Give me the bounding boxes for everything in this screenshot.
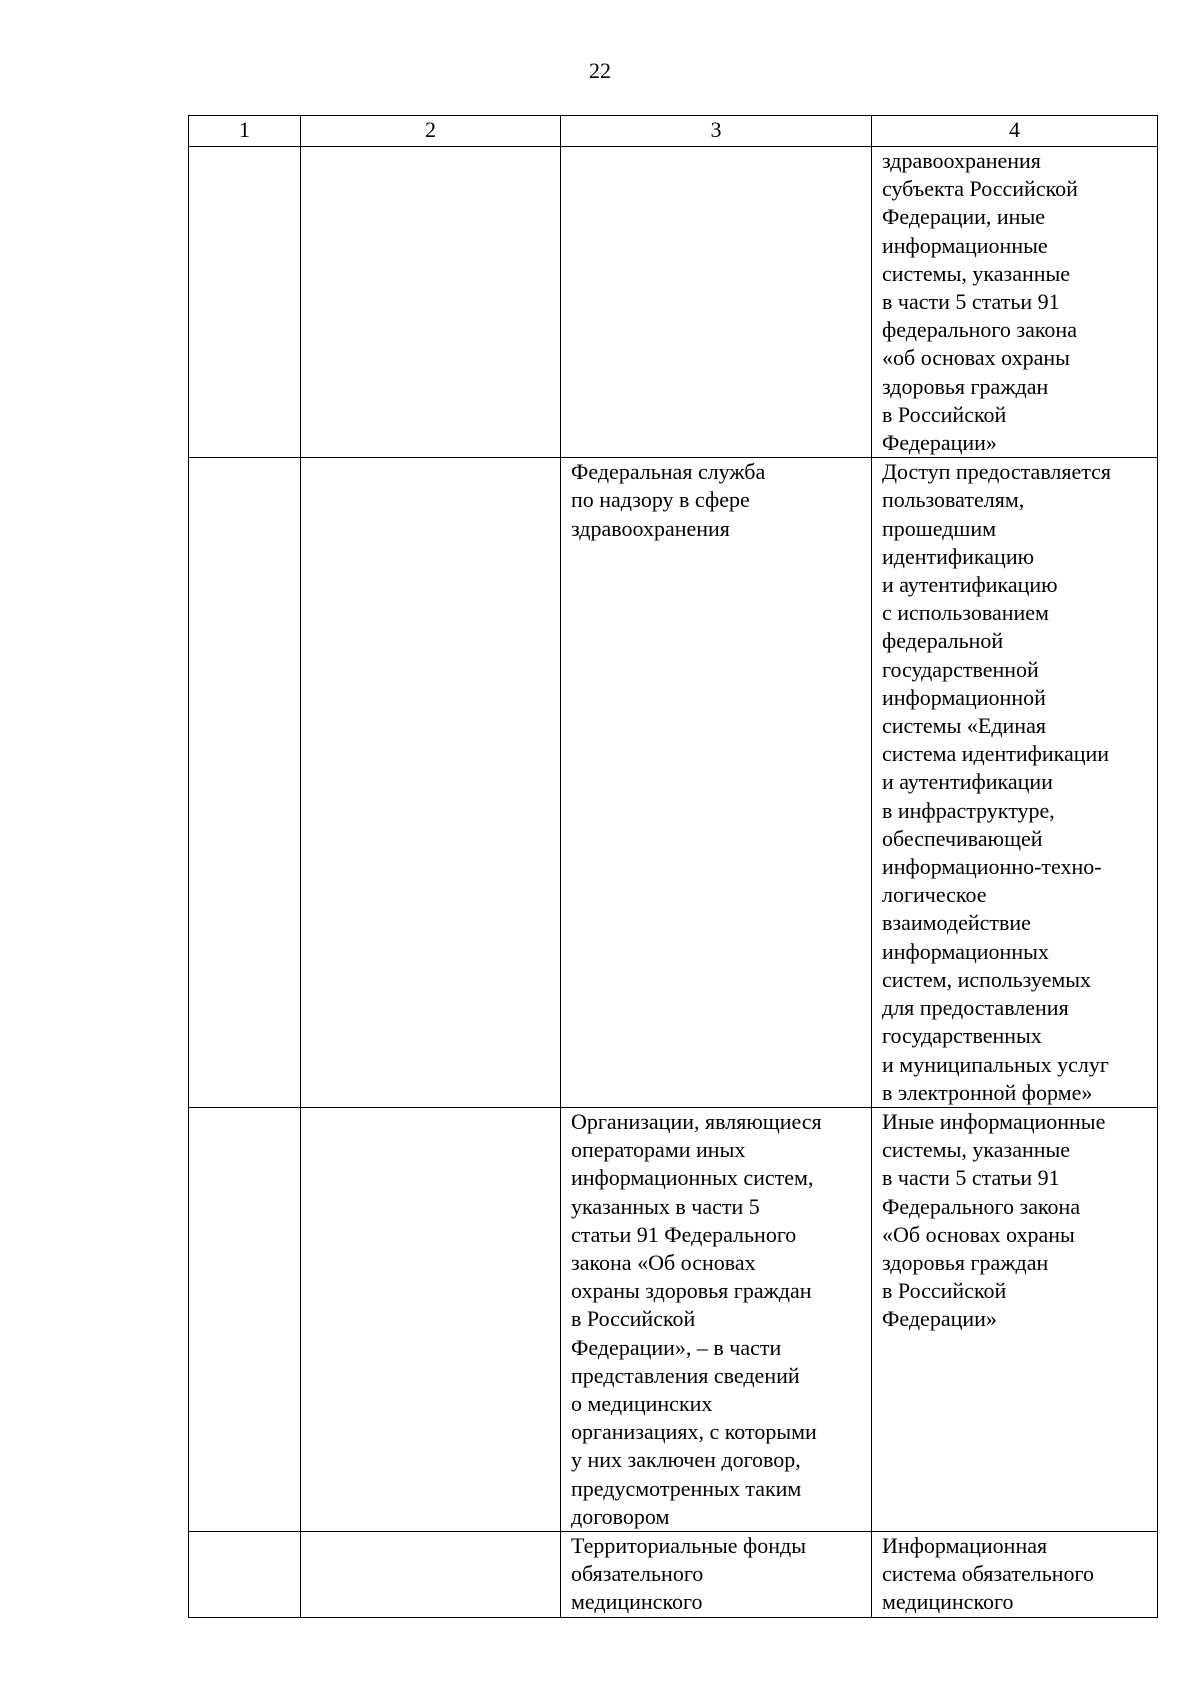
table-cell-col4 [872, 1531, 1158, 1617]
table-cell-col4 [872, 458, 1158, 1108]
cell-text: Территориальные фонды обязательного медицинского [571, 1532, 807, 1615]
table-cell-col2 [301, 1531, 561, 1617]
table-row [189, 458, 1158, 1108]
column-header-2: 2 [301, 116, 561, 147]
table-cell-col3 [561, 147, 872, 458]
cell-text: Доступ предоставляется пользователям, прошедшим идентификацию и аутентификацию с использованием федеральной государственной информационной системы «Единая система идентификации и аутентификации в инфраструктуре, обеспечивающей информационно-техно- логическое взаимодействие информационных систем, используемых для предоставления государственных и муниципальных услуг в электронной форме» [882, 459, 1112, 1105]
table-cell-col4 [872, 1107, 1158, 1531]
table-cell-col2 [301, 458, 561, 1108]
table-cell-col2 [301, 147, 561, 458]
table-cell-col4 [872, 147, 1158, 458]
table-cell-col1 [189, 1107, 301, 1531]
table-cell-col1 [189, 147, 301, 458]
table-row [189, 1107, 1158, 1531]
cell-text: Информационная система обязательного медицинского [882, 1532, 1095, 1615]
column-header-1: 1 [189, 116, 301, 147]
table-header-row [189, 116, 1158, 147]
table-cell-col1 [189, 458, 301, 1108]
cell-text: Иные информационные системы, указанные в части 5 статьи 91 Федерального закона «Об основах охраны здоровья граждан в Российской Федерации» [882, 1108, 1106, 1332]
column-header-4: 4 [872, 116, 1158, 147]
table-cell-col2 [301, 1107, 561, 1531]
table-row [189, 147, 1158, 458]
table-cell-col3 [561, 1107, 872, 1531]
table-cell-col3 [561, 458, 872, 1108]
cell-text: Федеральная служба по надзору в сфере здравоохранения [571, 459, 766, 541]
cell-text: Организации, являющиеся операторами иных информационных систем, указанных в части 5 статьи 91 Федерального закона «Об основах охраны здоровья граждан в Российской Федерации», – в части представления сведений о медицинских организациях, с которыми у них заключен договор, предусмотренных таким договором [571, 1108, 822, 1529]
table-cell-col3 [561, 1531, 872, 1617]
cell-text: здравоохранения субъекта Российской Федерации, иные информационные системы, указанные в части 5 статьи 91 федерального закона «об основах охраны здоровья граждан в Российской Федерации» [882, 148, 1078, 456]
table-row [189, 1531, 1158, 1617]
page-number: 22 [589, 58, 611, 83]
table-cell-col1 [189, 1531, 301, 1617]
column-header-3: 3 [561, 116, 872, 147]
document-table [188, 115, 1158, 1618]
